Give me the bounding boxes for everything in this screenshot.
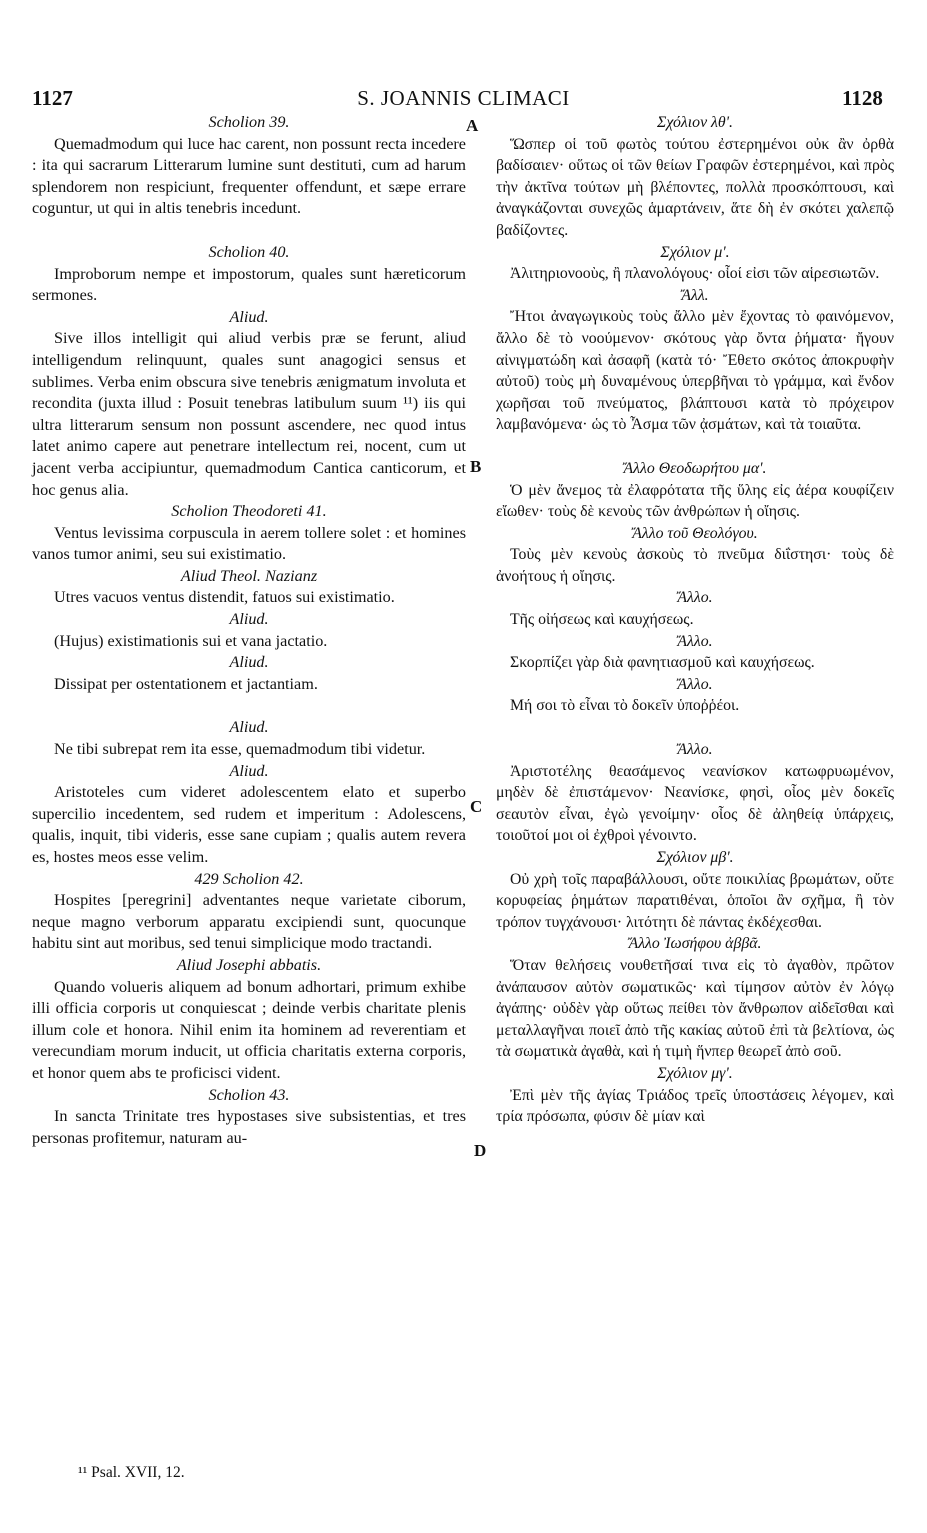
greek-paragraph: Σκορπίζει γὰρ διὰ φανητιασμοῦ καὶ καυχήσεως.	[510, 654, 815, 672]
latin-heading: 429 Scholion 42.	[194, 869, 304, 888]
greek-paragraph: Ὅταν θελήσεις νουθετῆσαί τινα εἰς τὸ ἀγαθὸν, πρῶτον ἀνάπαυσον αὐτὸν σωματικῶς· καὶ τίμησον αὐτὸν ἐν λόγῳ ἀγάπης· οὐδὲν γὰρ οὕτως πείθει τὸν ἄνθρωπον αἰδεῖσθαι καὶ μεταλλαγῆναι ποιεῖ ἀπὸ τῆς κακίας αὐτοῦ ἐπὶ τὰ βελτίονα, ὡς τὰ σωματικὰ ἀγαθὰ, καὶ ἡ τιμὴ ἥνπερ θεωρεῖ ἀπὸ σοῦ.	[496, 956, 894, 1061]
latin-heading: Aliud.	[229, 307, 269, 326]
greek-paragraph: Ἀριστοτέλης θεασάμενος νεανίσκον κατωφρυωμένον, μηδὲν δὲ ἐπιστάμενον· Νεανίσκε, φησὶ, οἷος μὲν δοκεῖς σεαυτὸν εἶναι, ἐγὼ γενοίμην· οἷος δὲ ἀληθείᾳ ὑπάρχεις, τοιοῦτοί μοι οἱ ἐχθροὶ γένοιντο.	[496, 762, 894, 845]
greek-heading: Ἄλλο.	[677, 632, 713, 650]
greek-paragraph: Ὥσπερ οἱ τοῦ φωτὸς τούτου ἐστερημένοι οὐκ ἂν ὀρθὰ βαδίσαιεν· οὕτως οἱ τῶν θείων Γραφῶν ἐστερημένοι, καὶ πρὸς τὴν ἀκτῖνα τούτων μὴ βλέποντες, πολλὰ προσκόπτουσι, καὶ ἀναγκάζονται συνεχῶς ἁμαρτάνειν, ἅτε δὴ ἐν σκότει χαλεπῷ βαδίζοντες.	[496, 135, 894, 239]
margin-letter-b: B	[470, 457, 482, 476]
latin-heading: Aliud.	[229, 761, 269, 780]
greek-paragraph: Ἐπὶ μὲν τῆς ἁγίας Τριάδος τρεῖς ὑποστάσεις λέγομεν, καὶ τρία πρόσωπα, φύσιν δὲ μίαν καὶ	[496, 1086, 894, 1126]
greek-heading: Ἄλλο.	[677, 589, 713, 607]
greek-heading: Ἄλλο.	[677, 741, 713, 759]
latin-heading: Scholion 43.	[208, 1085, 290, 1104]
greek-heading: Σχόλιον μβ'.	[656, 849, 734, 866]
greek-paragraph: Τοὺς μὲν κενοὺς ἀσκοὺς τὸ πνεῦμα διΐστησι· τοὺς δὲ ἀνοήτους ἡ οἴησις.	[496, 546, 894, 585]
latin-paragraph: In sancta Trinitate tres hypostases sive subsistentias, et tres personas profitemur, naturam au-	[32, 1107, 466, 1147]
greek-paragraph: Τῆς οἰήσεως καὶ καυχήσεως.	[510, 611, 694, 629]
greek-heading: Ἄλλο.	[677, 675, 713, 693]
greek-heading: Ἄλλο Ἰωσήφου ἀββᾶ.	[628, 935, 762, 953]
latin-paragraph: Hospites [peregrini] adventantes neque varietate ciborum, neque magno verborum apparatu excipiendi sunt, quocunque habitu sint aut moribus, sed tenui simplicique modo tractandi.	[32, 891, 466, 953]
latin-heading: Aliud.	[229, 718, 269, 737]
latin-paragraph: Quando volueris aliquem ad bonum adhortari, primum exhibe illi officia corporis ut conquiescat ; deinde verbis charitate plenis illum cole et honora. Nihil enim ita hominem ad reverentiam et verecundiam morum inducit, ut officia charitatis externa corporis, et honor quem abs te proficisci vident.	[32, 977, 466, 1082]
latin-paragraph: (Hujus) existimationis sui et vana jactatio.	[54, 631, 328, 650]
latin-paragraph: Improborum nempe et impostorum, quales sunt hæreticorum sermones.	[32, 264, 466, 305]
latin-heading: Aliud Josephi abbatis.	[176, 955, 322, 974]
greek-column	[496, 112, 894, 1128]
greek-paragraph: Ὁ μὲν ἄνεμος τὰ ἐλαφρότατα τῆς ὕλης εἰς ἀέρα κουφίζειν εἴωθεν· τοὺς δὲ κενοὺς τῶν ἀνθρώπων ἡ οἴησις.	[496, 481, 894, 521]
latin-heading: Aliud Theol. Nazianz	[180, 566, 318, 585]
greek-paragraph: Ἤτοι ἀναγωγικοὺς τοὺς ἄλλο μὲν ἔχοντας τὸ φαινόμενον, ἄλλο δὲ τὸ νοούμενον· σκότους γὰρ ὄντα ῥήματα· ἤγουν αἰνιγματώδη καὶ ἀσαφῆ (κατὰ τό· Ἔθετο σκότος ἀποκρυφὴν αὐτοῦ) τοὺς μὴ δυναμένους ὑπερβῆναι τὸ γράμμα, καὶ ἔνδον χωρῆσαι τοῦ πνεύματος, βλάπτουσι κατὰ τὸ πρόχειρον λαμβανόμενα· ὡς τὸ Ἆσμα τῶν ᾀσμάτων, καὶ τὰ τοιαῦτα.	[496, 308, 894, 434]
greek-heading: Σχόλιον λθ'.	[657, 114, 733, 131]
greek-heading: Ἄλλο τοῦ Θεολόγου.	[632, 524, 758, 542]
latin-paragraph: Quemadmodum qui luce hac carent, non possunt recta incedere : ita qui sacrarum Litterarum lumine sunt destituti, cum ad harum splendorem non respiciunt, frequenter offendunt, et sæpe errare coguntur, ut qui in altis tenebris incedunt.	[32, 134, 466, 218]
latin-paragraph: Sive illos intelligit qui aliud verbis præ se ferunt, aliud intelligendum relinquunt, quales sunt anagogici sensus et sublimes. Verba enim obscura sive tenebris ænigmatum involuta et recondita (juxta illud : Posuit tenebras latibulum suum ¹¹) iis qui ultra litterarum sensum non possunt ascendere, nec quod intus latet animo capere aut penetrare intellectum rei, nocent, cum ut jacent verba accipiuntur, quemadmodum Cantica canticorum, et hoc genus alia.	[32, 329, 466, 499]
latin-paragraph: Utres vacuos ventus distendit, fatuos sui existimatio.	[54, 588, 395, 607]
margin-letter-d: D	[474, 1141, 487, 1160]
latin-heading: Aliud.	[229, 610, 269, 629]
latin-column	[32, 112, 466, 1149]
greek-heading: Σχόλιον μγ'.	[657, 1064, 733, 1082]
footnote: ¹¹ Psal. XVII, 12.	[78, 1464, 185, 1481]
latin-paragraph: Aristoteles cum videret adolescentem elato et superbo supercilio incedentem, sed rudem et imperitum : Adolescens, qualis, inquit, tibi videris, esse sane cupiam ; qualis autem revera es, hostes meos esse velim.	[32, 783, 466, 866]
greek-paragraph: Ἀλιτηριονοοὺς, ἢ πλανολόγους· οἷοί εἰσι τῶν αἱρεσιωτῶν.	[510, 265, 880, 283]
greek-paragraph: Μή σοι τὸ εἶναι τὸ δοκεῖν ὑποῤῥέοι.	[510, 697, 740, 715]
greek-heading: Ἄλλο Θεοδωρήτου μα'.	[623, 459, 767, 477]
latin-paragraph: Ventus levissima corpuscula in aerem tollere solet : et homines vanos tumor animi, seu sui existimatio.	[32, 523, 466, 564]
greek-heading: Ἄλλ.	[681, 286, 709, 304]
latin-heading: Scholion 40.	[208, 242, 290, 261]
greek-paragraph: Οὐ χρὴ τοῖς παραβάλλουσι, οὔτε ποικιλίας βρωμάτων, οὔτε κορυφείας ῥημάτων παρατιθέναι, ὁποῖοι ἂν σχῆμα, ἢ τὸν τρόπον τυγχάνουσι· λιτότητι δὲ πάντας ἐκδέχεσθαι.	[496, 870, 894, 931]
latin-paragraph: Dissipat per ostentationem et jactantiam.	[54, 674, 318, 693]
latin-paragraph: Ne tibi subrepat rem ita esse, quemadmodum tibi videtur.	[54, 740, 426, 759]
page-number-left: 1127	[32, 86, 73, 110]
page-number-right: 1128	[842, 86, 883, 110]
latin-heading: Scholion 39.	[208, 113, 290, 131]
latin-heading: Scholion Theodoreti 41.	[171, 502, 327, 521]
latin-heading: Aliud.	[229, 653, 269, 672]
running-title: S. JOANNIS CLIMACI	[357, 86, 570, 110]
margin-letter-c: C	[470, 797, 483, 816]
margin-letter-a: A	[466, 116, 479, 135]
greek-heading: Σχόλιον μ'.	[660, 243, 730, 261]
